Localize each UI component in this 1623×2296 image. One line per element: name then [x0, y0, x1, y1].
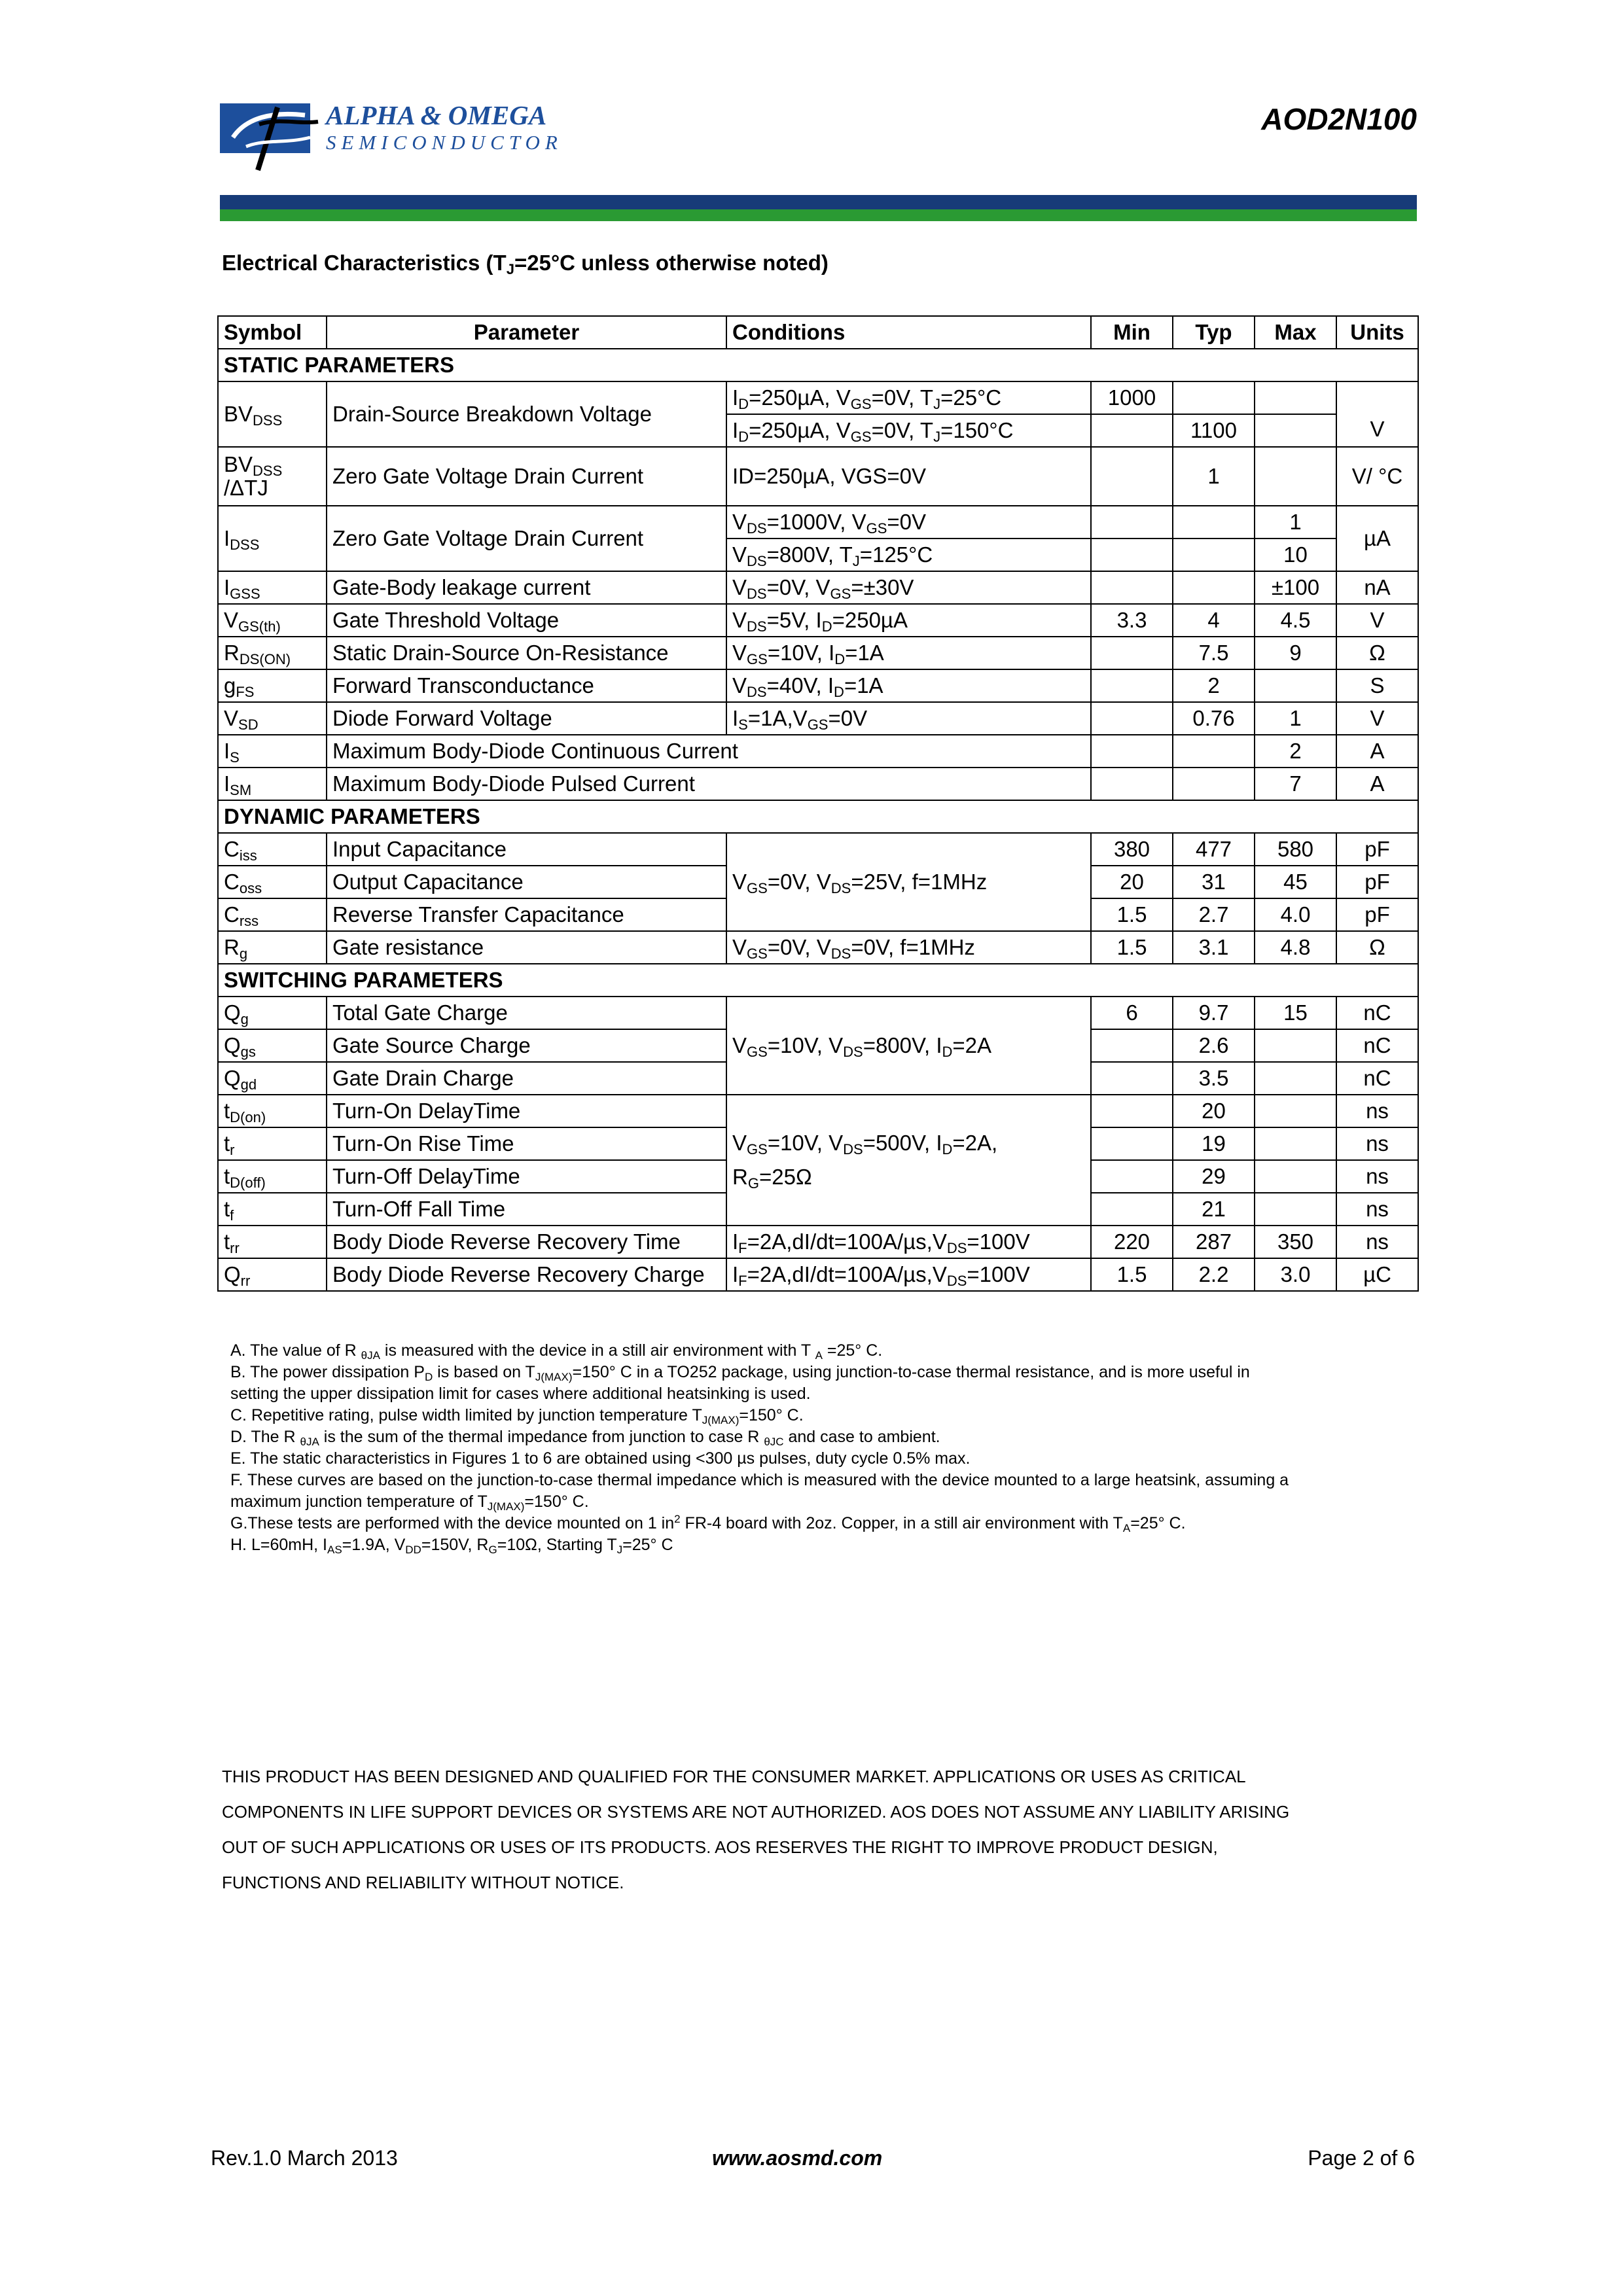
- symbol-cell: $C_{iss}$: [218, 833, 327, 866]
- parameter-cell: Maximum Body-Diode Continuous Current: [327, 735, 1091, 768]
- units-cell: pF: [1336, 866, 1418, 898]
- units-cell: ns: [1336, 1193, 1418, 1226]
- footnote-g: G.These tests are performed with the device mounted on 1 $in^2$ FR-4 board with 2oz. Copper, in a still air environment with $T_A=25^\circ$ C.: [230, 1513, 1186, 1534]
- company-logo: [220, 98, 593, 175]
- max-cell: 45: [1255, 866, 1336, 898]
- footnote-f: F. These curves are based on the junction-to-case thermal impedance which is measured with the device mounted to a large heatsink, assuming a: [230, 1471, 1289, 1489]
- symbol-cell: $t_{rr}$: [218, 1226, 327, 1258]
- max-cell: [1255, 669, 1336, 702]
- header-parameter: Parameter: [327, 316, 726, 349]
- units-cell: A: [1336, 735, 1418, 768]
- conditions-cell: $V_{DS}=5V$, $I_D=250\mu A$: [726, 604, 1091, 637]
- symbol-cell: $I_{DSS}$: [218, 506, 327, 571]
- min-cell: 1.5: [1091, 931, 1173, 964]
- min-cell: 220: [1091, 1226, 1173, 1258]
- max-cell: [1255, 414, 1336, 447]
- table-header-row: [218, 316, 1418, 349]
- max-cell: 580: [1255, 833, 1336, 866]
- units-cell: nC: [1336, 1029, 1418, 1062]
- parameter-cell: Output Capacitance: [327, 866, 726, 898]
- min-cell: [1091, 702, 1173, 735]
- company-subtitle: SEMICONDUCTOR: [326, 131, 563, 154]
- min-cell: 1.5: [1091, 1258, 1173, 1291]
- parameter-cell: Maximum Body-Diode Pulsed Current: [327, 768, 1091, 800]
- parameter-cell: Gate resistance: [327, 931, 726, 964]
- conditions-cell: $V_{DS}=0V$, $V_{GS}=\pm 30V$: [726, 571, 1091, 604]
- typ-cell: 21: [1173, 1193, 1255, 1226]
- footnote-b: B. The power dissipation $P_D$ is based on $T_{J(MAX)}=150^\circ$ C in a TO252 package, using junction-to-case thermal resistance, and is more useful in: [230, 1363, 1250, 1383]
- disclaimer-line: FUNCTIONS AND RELIABILITY WITHOUT NOTICE.: [222, 1873, 624, 1892]
- disclaimer-line: OUT OF SUCH APPLICATIONS OR USES OF ITS PRODUCTS. AOS RESERVES THE RIGHT TO IMPROVE PRODUCT DESIGN,: [222, 1837, 1218, 1857]
- disclaimer: [222, 1759, 1413, 1900]
- min-cell: [1091, 571, 1173, 604]
- max-cell: [1255, 381, 1336, 414]
- symbol-cell: $t_f$: [218, 1193, 327, 1226]
- parameter-cell: Turn-Off DelayTime: [327, 1160, 726, 1193]
- max-cell: [1255, 1095, 1336, 1127]
- parameter-cell: Input Capacitance: [327, 833, 726, 866]
- typ-cell: 3.5: [1173, 1062, 1255, 1095]
- max-cell: [1255, 1160, 1336, 1193]
- parameter-cell: Turn-On Rise Time: [327, 1127, 726, 1160]
- max-cell: 7: [1255, 768, 1336, 800]
- header-conditions: Conditions: [726, 316, 1091, 349]
- table-row: [218, 931, 1418, 964]
- logo-glyph-icon: [220, 98, 325, 175]
- footer-page-number: Page 2 of 6: [1308, 2146, 1415, 2170]
- min-cell: [1091, 1029, 1173, 1062]
- section-label: DYNAMIC PARAMETERS: [218, 800, 1418, 833]
- max-cell: [1255, 1062, 1336, 1095]
- units-cell: pF: [1336, 898, 1418, 931]
- symbol-cell: $I_{GSS}$: [218, 571, 327, 604]
- symbol-cell: $Q_g$: [218, 997, 327, 1029]
- max-cell: 4.8: [1255, 931, 1336, 964]
- conditions-cell: $I_D=250\mu A$, $V_{GS}=0V$, $T_J=25^\circ C$: [726, 381, 1091, 414]
- company-name: ALPHA & OMEGA: [326, 100, 547, 130]
- footnotes: [230, 1340, 1428, 1556]
- max-cell: [1255, 1127, 1336, 1160]
- header-units: Units: [1336, 316, 1418, 349]
- header-symbol: Symbol: [218, 316, 327, 349]
- max-cell: 4.5: [1255, 604, 1336, 637]
- min-cell: [1091, 1193, 1173, 1226]
- units-cell: pF: [1336, 833, 1418, 866]
- symbol-cell: $C_{oss}$: [218, 866, 327, 898]
- max-cell: [1255, 1193, 1336, 1226]
- table-row: [218, 1258, 1418, 1291]
- typ-cell: 1100: [1173, 414, 1255, 447]
- header-min: Min: [1091, 316, 1173, 349]
- parameter-cell: Zero Gate Voltage Drain Current: [327, 447, 726, 506]
- symbol-cell: $C_{rss}$: [218, 898, 327, 931]
- table-row: [218, 768, 1418, 800]
- min-cell: 1.5: [1091, 898, 1173, 931]
- footer-url-link[interactable]: www.aosmd.com: [712, 2146, 883, 2170]
- min-cell: [1091, 414, 1173, 447]
- parameter-cell: Gate Drain Charge: [327, 1062, 726, 1095]
- typ-cell: 2.7: [1173, 898, 1255, 931]
- symbol-cell: $Q_{rr}$: [218, 1258, 327, 1291]
- header-max: Max: [1255, 316, 1336, 349]
- units-cell: V: [1336, 702, 1418, 735]
- units-cell: ns: [1336, 1095, 1418, 1127]
- min-cell: 3.3: [1091, 604, 1173, 637]
- symbol-cell: $V_{GS(th)}$: [218, 604, 327, 637]
- parameter-cell: Zero Gate Voltage Drain Current: [327, 506, 726, 571]
- conditions-cell: $V_{DS}=1000V$, $V_{GS}=0V$: [726, 506, 1091, 539]
- typ-cell: [1173, 539, 1255, 571]
- symbol-cell: $R_g$: [218, 931, 327, 964]
- parameter-cell: Gate-Body leakage current: [327, 571, 726, 604]
- min-cell: 6: [1091, 997, 1173, 1029]
- min-cell: [1091, 539, 1173, 571]
- conditions-cell: $V_{GS}=10V$, $V_{DS}=500V$, $I_D=2A$, $R_G=25\Omega$: [726, 1095, 1091, 1226]
- units-cell: V: [1336, 381, 1418, 447]
- symbol-cell: $t_r$: [218, 1127, 327, 1160]
- header-typ: Typ: [1173, 316, 1255, 349]
- max-cell: 1: [1255, 702, 1336, 735]
- table-row: [218, 669, 1418, 702]
- typ-cell: 4: [1173, 604, 1255, 637]
- typ-cell: 1: [1173, 447, 1255, 506]
- min-cell: [1091, 506, 1173, 539]
- parameter-cell: Turn-Off Fall Time: [327, 1193, 726, 1226]
- parameter-cell: Reverse Transfer Capacitance: [327, 898, 726, 931]
- typ-cell: 7.5: [1173, 637, 1255, 669]
- typ-cell: 20: [1173, 1095, 1255, 1127]
- footnote-e: E. The static characteristics in Figures 1 to 6 are obtained using <300 µs pulses, duty cycle 0.5% max.: [230, 1449, 971, 1468]
- conditions-cell: $V_{DS}=800V$, $T_J=125^\circ C$: [726, 539, 1091, 571]
- min-cell: [1091, 637, 1173, 669]
- table-row: [218, 604, 1418, 637]
- units-cell: µA: [1336, 506, 1418, 571]
- conditions-cell: $I_D=250\mu A$, $V_{GS}=0V$, $T_J=150^\circ C$: [726, 414, 1091, 447]
- disclaimer-line: COMPONENTS IN LIFE SUPPORT DEVICES OR SYSTEMS ARE NOT AUTHORIZED. AOS DOES NOT ASSUME ANY LIABILITY ARISING: [222, 1802, 1290, 1822]
- max-cell: 9: [1255, 637, 1336, 669]
- symbol-cell: $t_{D(off)}$: [218, 1160, 327, 1193]
- min-cell: [1091, 1127, 1173, 1160]
- parameter-cell: Drain-Source Breakdown Voltage: [327, 381, 726, 447]
- typ-cell: 9.7: [1173, 997, 1255, 1029]
- conditions-cell: $V_{DS}=40V$, $I_D=1A$: [726, 669, 1091, 702]
- symbol-cell: $Q_{gs}$: [218, 1029, 327, 1062]
- table-row: [218, 506, 1418, 539]
- symbol-cell: $I_{SM}$: [218, 768, 327, 800]
- conditions-cell: $I_S=1A,V_{GS}=0V$: [726, 702, 1091, 735]
- typ-cell: [1173, 571, 1255, 604]
- parameter-cell: Body Diode Reverse Recovery Time: [327, 1226, 726, 1258]
- typ-cell: 2.6: [1173, 1029, 1255, 1062]
- footnote-c: C. Repetitive rating, pulse width limited by junction temperature $T_{J(MAX)}=150^\circ$ C.: [230, 1406, 804, 1426]
- footnote-b-cont: setting the upper dissipation limit for cases where additional heatsinking is used.: [230, 1385, 811, 1403]
- footer-revision: Rev.1.0 March 2013: [211, 2146, 398, 2170]
- units-cell: µC: [1336, 1258, 1418, 1291]
- conditions-cell: $I_F=2A,dI/dt=100A/\mu s,V_{DS}=100V$: [726, 1258, 1091, 1291]
- footnote-d: D. The R $_{\theta JA}$ is the sum of the thermal impedance from junction to case R $_{\theta JC}$ and case to ambient.: [230, 1428, 940, 1448]
- max-cell: 3.0: [1255, 1258, 1336, 1291]
- units-cell: Ω: [1336, 931, 1418, 964]
- symbol-cell: $V_{SD}$: [218, 702, 327, 735]
- min-cell: 20: [1091, 866, 1173, 898]
- typ-cell: [1173, 735, 1255, 768]
- section-row-static: [218, 349, 1418, 381]
- parameter-cell: Total Gate Charge: [327, 997, 726, 1029]
- units-cell: Ω: [1336, 637, 1418, 669]
- parameter-cell: Gate Source Charge: [327, 1029, 726, 1062]
- symbol-cell: $t_{D(on)}$: [218, 1095, 327, 1127]
- max-cell: 15: [1255, 997, 1336, 1029]
- header-band-green: [220, 209, 1417, 221]
- table-row: [218, 997, 1418, 1029]
- parameter-cell: Forward Transconductance: [327, 669, 726, 702]
- table-row: [218, 735, 1418, 768]
- disclaimer-line: THIS PRODUCT HAS BEEN DESIGNED AND QUALIFIED FOR THE CONSUMER MARKET. APPLICATIONS OR USES AS CRITICAL: [222, 1767, 1246, 1786]
- parameter-cell: Turn-On DelayTime: [327, 1095, 726, 1127]
- section-label: SWITCHING PARAMETERS: [218, 964, 1418, 997]
- parameter-cell: Static Drain-Source On-Resistance: [327, 637, 726, 669]
- symbol-cell: $Q_{gd}$: [218, 1062, 327, 1095]
- max-cell: 2: [1255, 735, 1336, 768]
- units-cell: V/ °C: [1336, 447, 1418, 506]
- conditions-cell: $V_{GS}=0V$, $V_{DS}=0V$, f=1MHz: [726, 931, 1091, 964]
- typ-cell: [1173, 506, 1255, 539]
- table-row: [218, 637, 1418, 669]
- typ-cell: 29: [1173, 1160, 1255, 1193]
- max-cell: 10: [1255, 539, 1336, 571]
- units-cell: nC: [1336, 997, 1418, 1029]
- symbol-cell: $BV_{DSS}$ /ΔTJ: [218, 447, 327, 506]
- typ-cell: [1173, 381, 1255, 414]
- electrical-characteristics-table: [217, 315, 1419, 1292]
- typ-cell: 31: [1173, 866, 1255, 898]
- typ-cell: 2: [1173, 669, 1255, 702]
- max-cell: 1: [1255, 506, 1336, 539]
- section-row-dynamic: [218, 800, 1418, 833]
- header-band-blue: [220, 195, 1417, 209]
- min-cell: 380: [1091, 833, 1173, 866]
- min-cell: [1091, 1062, 1173, 1095]
- min-cell: [1091, 669, 1173, 702]
- units-cell: nA: [1336, 571, 1418, 604]
- max-cell: [1255, 447, 1336, 506]
- parameter-cell: Body Diode Reverse Recovery Charge: [327, 1258, 726, 1291]
- parameter-cell: Diode Forward Voltage: [327, 702, 726, 735]
- max-cell: [1255, 1029, 1336, 1062]
- section-label: STATIC PARAMETERS: [218, 349, 1418, 381]
- parameter-cell: Gate Threshold Voltage: [327, 604, 726, 637]
- conditions-cell: $I_F=2A,dI/dt=100A/\mu s,V_{DS}=100V$: [726, 1226, 1091, 1258]
- max-cell: 4.0: [1255, 898, 1336, 931]
- units-cell: A: [1336, 768, 1418, 800]
- table-row: [218, 702, 1418, 735]
- conditions-cell: $V_{GS}=10V$, $V_{DS}=800V$, $I_D=2A$: [726, 997, 1091, 1095]
- min-cell: 1000: [1091, 381, 1173, 414]
- conditions-cell: $V_{GS}=0V$, $V_{DS}=25V$, f=1MHz: [726, 833, 1091, 931]
- typ-cell: [1173, 768, 1255, 800]
- symbol-cell: $I_S$: [218, 735, 327, 768]
- symbol-cell: $R_{DS(ON)}$: [218, 637, 327, 669]
- typ-cell: 19: [1173, 1127, 1255, 1160]
- units-cell: ns: [1336, 1226, 1418, 1258]
- min-cell: [1091, 1160, 1173, 1193]
- min-cell: [1091, 768, 1173, 800]
- part-number: AOD2N100: [1261, 102, 1417, 136]
- min-cell: [1091, 1095, 1173, 1127]
- table-row: [218, 1226, 1418, 1258]
- max-cell: 350: [1255, 1226, 1336, 1258]
- units-cell: V: [1336, 604, 1418, 637]
- symbol-cell: $g_{FS}$: [218, 669, 327, 702]
- symbol-cell: $BV_{DSS}$: [218, 381, 327, 447]
- footnote-f-cont: maximum junction temperature of $T_{J(MAX)}=150^\circ$ C.: [230, 1492, 589, 1513]
- typ-cell: 287: [1173, 1226, 1255, 1258]
- conditions-cell: ID=250µA, VGS=0V: [726, 447, 1091, 506]
- section-row-switching: [218, 964, 1418, 997]
- table-row: [218, 447, 1418, 506]
- max-cell: ±100: [1255, 571, 1336, 604]
- table-row: [218, 571, 1418, 604]
- footnote-a: A. The value of R $_{\theta JA}$ is measured with the device in a still air environment with T $_A$ =25° C.: [230, 1341, 883, 1362]
- table-row: [218, 381, 1418, 414]
- typ-cell: 3.1: [1173, 931, 1255, 964]
- min-cell: [1091, 735, 1173, 768]
- conditions-cell: $V_{GS}=10V$, $I_D=1A$: [726, 637, 1091, 669]
- table-row: [218, 1095, 1418, 1127]
- units-cell: ns: [1336, 1160, 1418, 1193]
- typ-cell: 477: [1173, 833, 1255, 866]
- typ-cell: 2.2: [1173, 1258, 1255, 1291]
- typ-cell: 0.76: [1173, 702, 1255, 735]
- units-cell: S: [1336, 669, 1418, 702]
- min-cell: [1091, 447, 1173, 506]
- footnote-h: H. L=60mH, $I_{AS}=1.9A$, $V_{DD}=150V$, $R_G=10\Omega$, Starting $T_J=25^\circ$ C: [230, 1536, 673, 1556]
- units-cell: nC: [1336, 1062, 1418, 1095]
- section-title: Electrical Characteristics ($T_J=25^\circ C$ unless otherwise noted): [222, 251, 829, 277]
- units-cell: ns: [1336, 1127, 1418, 1160]
- table-row: [218, 833, 1418, 866]
